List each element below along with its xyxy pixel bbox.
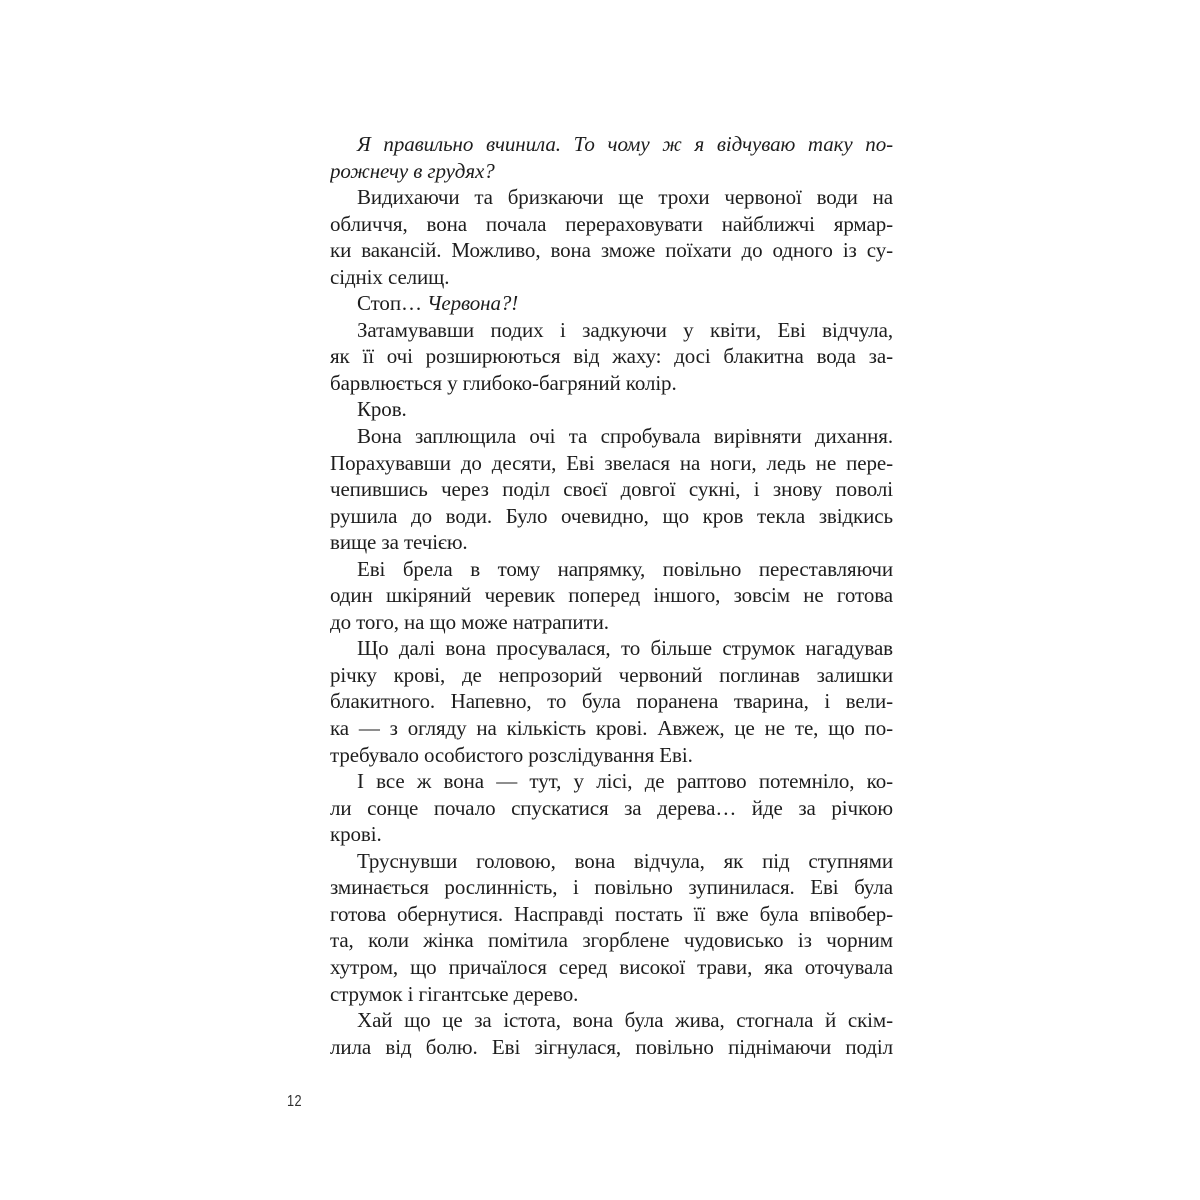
text-segment: крові. [330, 822, 382, 847]
text-segment: Порахувавши до десяти, Еві звелася на ноги, ледь не пере- [330, 450, 893, 475]
text-segment: І все ж вона — тут, у лісі, де раптово потемніло, ко- [357, 769, 893, 794]
text-line [330, 290, 893, 317]
text-line [330, 848, 893, 875]
text-segment: Видихаючи та бризкаючи ще трохи червоної води на [357, 185, 893, 210]
text-segment: Затамувавши подих і задкуючи у квіти, Еві відчула, [357, 317, 893, 342]
text-line [330, 264, 893, 291]
text-line [330, 184, 893, 211]
text-segment: Вона заплющила очі та спробувала вирівняти дихання. [357, 424, 893, 449]
text-segment: ки вакансій. Можливо, вона зможе поїхати до одного із су- [330, 238, 893, 263]
text-line [330, 821, 893, 848]
text-line [330, 396, 893, 423]
text-line [330, 503, 893, 530]
text-segment: требувало особистого розслідування Еві. [330, 742, 693, 767]
text-line [330, 609, 893, 636]
text-segment: хутром, що причаїлося серед високої трави, яка оточувала [330, 954, 893, 979]
text-segment: річку крові, де непрозорий червоний поглинав залишки [330, 662, 893, 687]
text-line [330, 158, 893, 185]
text-line [330, 1007, 893, 1034]
text-segment: Стоп… [357, 291, 422, 316]
italic-text-segment: рожнечу в грудях? [330, 158, 495, 183]
text-segment: та, коли жінка помітила згорблене чудовисько із чорним [330, 928, 893, 953]
text-line [330, 131, 893, 158]
text-segment: Труснувши головою, вона відчула, як під ступнями [357, 848, 893, 873]
text-segment: сідніх селищ. [330, 264, 450, 289]
text-line [330, 211, 893, 238]
text-line [330, 476, 893, 503]
text-line [330, 556, 893, 583]
text-line [330, 370, 893, 397]
text-line [330, 688, 893, 715]
text-line [330, 450, 893, 477]
text-segment: до того, на що може натрапити. [330, 609, 609, 634]
text-line [330, 742, 893, 769]
text-line [330, 874, 893, 901]
text-segment: Хай що це за істота, вона була жива, стогнала й скім- [357, 1008, 893, 1033]
text-segment: Кров. [357, 397, 407, 422]
text-segment: струмок і гігантське дерево. [330, 981, 579, 1006]
text-segment: лила від болю. Еві зігнулася, повільно піднімаючи поділ [330, 1034, 893, 1059]
text-line [330, 981, 893, 1008]
body-text [330, 131, 893, 1060]
text-segment: блакитного. Напевно, то була поранена тварина, і вели- [330, 689, 893, 714]
text-segment: зминається рослинність, і повільно зупинилася. Еві була [330, 875, 893, 900]
text-line [330, 662, 893, 689]
text-line [330, 795, 893, 822]
text-line [330, 423, 893, 450]
italic-text-segment: Червона?! [421, 291, 519, 316]
text-segment: барвлюється у глибоко-багряний колір. [330, 370, 677, 395]
text-line [330, 927, 893, 954]
text-line [330, 1034, 893, 1061]
text-line [330, 715, 893, 742]
text-line [330, 901, 893, 928]
text-segment: готова обернутися. Насправді постать її вже була впівобер- [330, 901, 893, 926]
text-segment: ли сонце почало спускатися за дерева… йде за річкою [330, 795, 893, 820]
text-segment: вище за течією. [330, 530, 468, 555]
text-segment: Еві брела в тому напрямку, повільно переставляючи [357, 556, 893, 581]
text-line [330, 768, 893, 795]
text-segment: ка — з огляду на кількість крові. Авжеж, це не те, що по- [330, 716, 893, 741]
text-line [330, 529, 893, 556]
italic-text-segment: Я правильно вчинила. То чому ж я відчуваю таку по- [357, 132, 893, 156]
text-line [330, 635, 893, 662]
text-segment: чепившись через поділ своєї довгої сукні, і знову поволі [330, 477, 893, 502]
text-line [330, 343, 893, 370]
text-segment: обличчя, вона почала перераховувати найближчі ярмар- [330, 211, 893, 236]
text-line [330, 582, 893, 609]
text-segment: як її очі розширюються від жаху: досі блакитна вода за- [330, 344, 893, 369]
page-number: 12 [287, 1093, 302, 1110]
text-line [330, 237, 893, 264]
text-line [330, 317, 893, 344]
text-segment: рушила до води. Було очевидно, що кров текла звідкись [330, 503, 893, 528]
text-segment: Що далі вона просувалася, то більше струмок нагадував [357, 636, 893, 661]
text-segment: один шкіряний черевик поперед іншого, зовсім не готова [330, 583, 893, 608]
text-line [330, 954, 893, 981]
